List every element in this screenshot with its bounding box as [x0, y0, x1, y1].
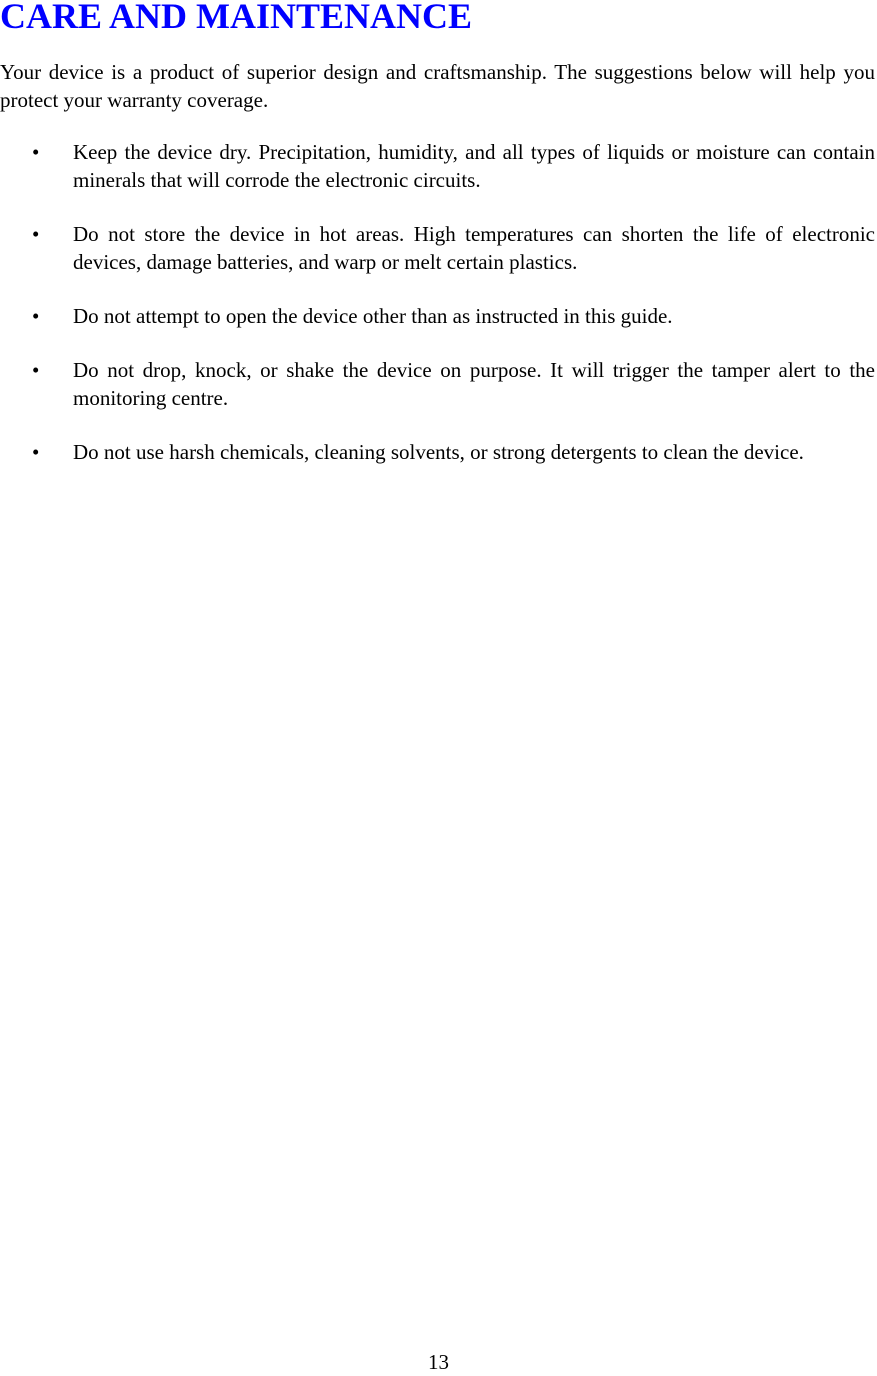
- list-item: [0, 438, 875, 466]
- bullet-icon: •: [32, 440, 40, 464]
- page-number: 13: [428, 1350, 449, 1374]
- list-item-text: Do not attempt to open the device other than as instructed in this guide.: [73, 304, 673, 328]
- list-item: [0, 356, 875, 412]
- list-item: [0, 302, 875, 330]
- bullet-icon: •: [32, 140, 40, 164]
- bullet-icon: •: [32, 222, 40, 246]
- care-tips-list: [0, 138, 875, 492]
- page-heading: CARE AND MAINTENANCE: [0, 0, 473, 36]
- bullet-icon: •: [32, 358, 40, 382]
- bullet-icon: •: [32, 304, 40, 328]
- list-item-text: Do not use harsh chemicals, cleaning solvents, or strong detergents to clean the device.: [73, 440, 804, 464]
- list-item: [0, 138, 875, 194]
- list-item: [0, 220, 875, 276]
- list-item-text: Do not drop, knock, or shake the device on purpose. It will trigger the tamper alert to the monitoring centre.: [73, 358, 875, 410]
- intro-paragraph: Your device is a product of superior design and craftsmanship. The suggestions below will help you protect your warranty coverage.: [0, 60, 875, 112]
- list-item-text: Do not store the device in hot areas. High temperatures can shorten the life of electronic devices, damage batteries, and warp or melt certain plastics.: [73, 222, 875, 274]
- list-item-text: Keep the device dry. Precipitation, humidity, and all types of liquids or moisture can contain minerals that will corrode the electronic circuits.: [73, 140, 875, 192]
